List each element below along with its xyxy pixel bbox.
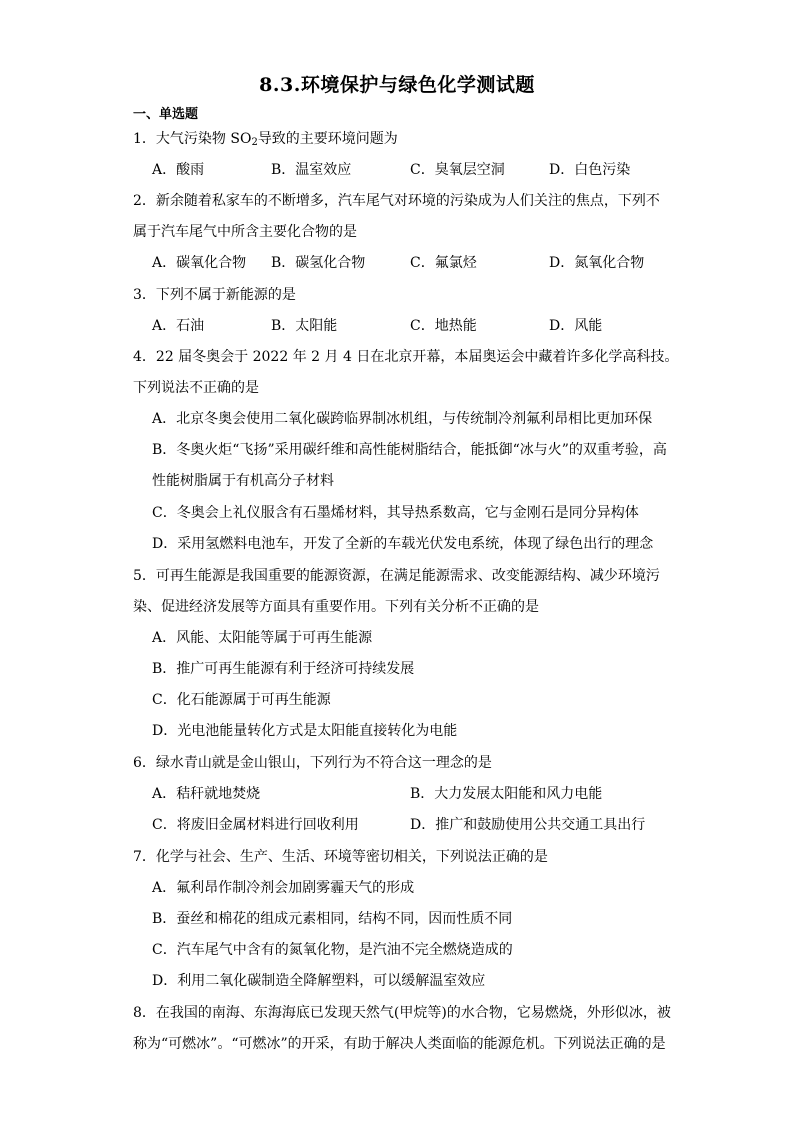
question-2-stem-line1: 2．新余随着私家车的不断增多，汽车尾气对环境的污染成为人们关注的焦点，下列不 <box>133 193 660 209</box>
section-heading: 一、单选题 <box>133 107 199 122</box>
q2-option-d: D．氮氧化合物 <box>549 255 645 271</box>
q6-option-a: A．秸秆就地焚烧 <box>152 786 261 802</box>
q4-option-d: D．采用氢燃料电池车，开发了全新的车载光伏发电系统，体现了绿色出行的理念 <box>152 536 654 552</box>
q4-option-b-continued: 性能树脂属于有机高分子材料 <box>152 473 334 489</box>
q2-option-b: B．碳氢化合物 <box>271 255 366 271</box>
q7-option-d: D．利用二氧化碳制造全降解塑料，可以缓解温室效应 <box>152 973 486 989</box>
q1-option-b: B．温室效应 <box>271 162 352 178</box>
q5-option-c: C．化石能源属于可再生能源 <box>152 692 331 708</box>
question-4-stem-line1: 4．22 届冬奥会于 2022 年 2 月 4 日在北京开幕，本届奥运会中藏着许多化学高科技。 <box>133 349 679 365</box>
q5-option-d: D．光电池能量转化方式是太阳能直接转化为电能 <box>152 723 458 739</box>
q1-option-a: A．酸雨 <box>152 162 205 178</box>
question-3-stem: 3．下列不属于新能源的是 <box>133 287 296 303</box>
q6-option-b: B．大力发展太阳能和风力电能 <box>410 786 603 802</box>
q3-option-b: B．太阳能 <box>271 318 338 334</box>
question-5-stem-line1: 5．可再生能源是我国重要的能源资源，在满足能源需求、改变能源结构、减少环境污 <box>133 568 660 584</box>
q3-option-d: D．风能 <box>549 318 603 334</box>
q7-option-a: A．氟利昂作制冷剂会加剧雾霾天气的形成 <box>152 880 415 896</box>
question-4-stem-line2: 下列说法不正确的是 <box>133 380 259 396</box>
question-2-stem-line2: 属于汽车尾气中所含主要化合物的是 <box>133 224 357 240</box>
question-5-stem-line2: 染、促进经济发展等方面具有重要作用。下列有关分析不正确的是 <box>133 599 539 615</box>
page-title: 8.3.环境保护与绿色化学测试题 <box>259 74 535 96</box>
q5-option-a: A．风能、太阳能等属于可再生能源 <box>152 630 373 646</box>
q4-option-a: A．北京冬奥会使用二氧化碳跨临界制冰机组，与传统制冷剂氟利昂相比更加环保 <box>152 411 653 427</box>
q1-option-d: D．白色污染 <box>549 162 631 178</box>
q1-option-c: C．臭氧层空洞 <box>410 162 505 178</box>
q4-option-b: B．冬奥火炬“飞扬”采用碳纤维和高性能树脂结合，能抵御“冰与火”的双重考验，高 <box>152 442 667 458</box>
q6-option-c: C．将废旧金属材料进行回收利用 <box>152 817 359 833</box>
question-8-stem-line1: 8．在我国的南海、东海海底已发现天然气(甲烷等)的水合物，它易燃烧，外形似冰，被 <box>133 1005 671 1021</box>
question-7-stem: 7．化学与社会、生产、生活、环境等密切相关，下列说法正确的是 <box>133 849 548 865</box>
q7-option-c: C．汽车尾气中含有的氮氧化物，是汽油不完全燃烧造成的 <box>152 942 513 958</box>
q4-option-c: C．冬奥会上礼仪服含有石墨烯材料，其导热系数高，它与金刚石是同分异构体 <box>152 505 639 521</box>
q6-option-d: D．推广和鼓励使用公共交通工具出行 <box>410 817 646 833</box>
question-6-stem: 6．绿水青山就是金山银山，下列行为不符合这一理念的是 <box>133 755 492 771</box>
q3-option-c: C．地热能 <box>410 318 477 334</box>
q2-option-a: A．碳氧化合物 <box>152 255 247 271</box>
q3-option-a: A．石油 <box>152 318 205 334</box>
q2-option-c: C．氟氯烃 <box>410 255 477 271</box>
question-1-stem: 1．大气污染物 $SO_2$导致的主要环境问题为 <box>133 131 398 148</box>
q7-option-b: B．蚕丝和棉花的组成元素相同，结构不同，因而性质不同 <box>152 911 513 927</box>
question-8-stem-line2: 称为“可燃冰”。“可燃冰”的开采，有助于解决人类面临的能源危机。下列说法正确的是 <box>133 1036 666 1052</box>
q5-option-b: B．推广可再生能源有利于经济可持续发展 <box>152 661 415 677</box>
